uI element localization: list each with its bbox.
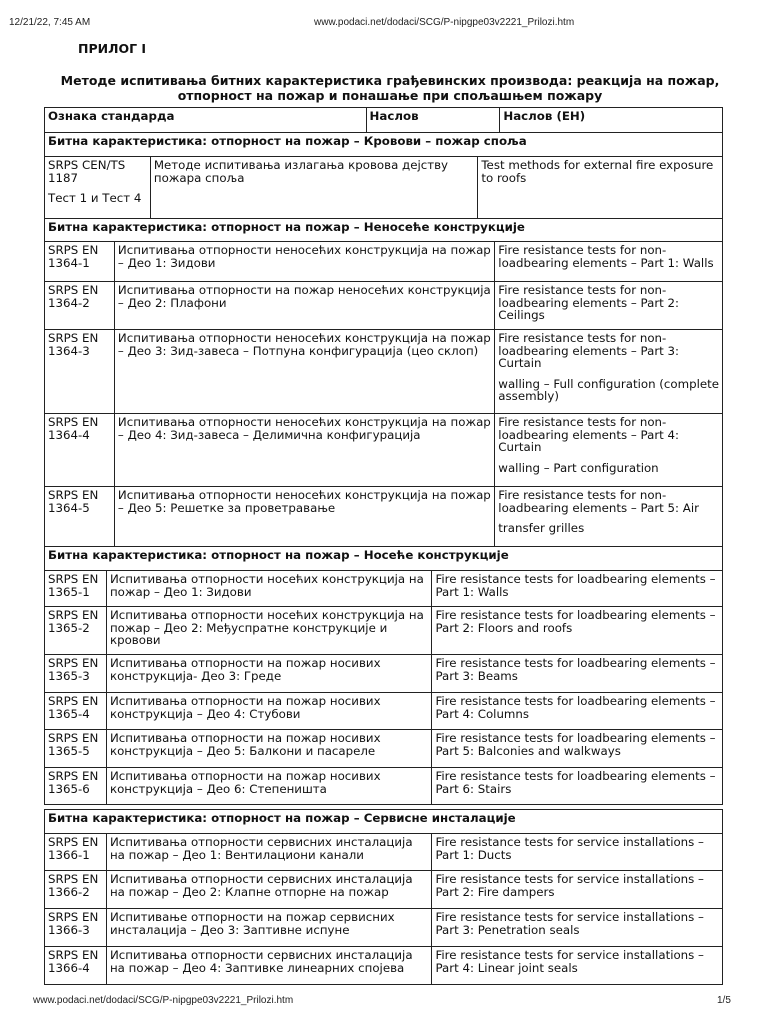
table-cell-code: SRPS EN 1365-6: [45, 768, 107, 805]
table-row: [45, 655, 723, 693]
standard-code: SRPS CEN/TS 1187: [48, 158, 126, 185]
table-row: [45, 768, 723, 805]
table-cell-title-sr: Испитивања отпорности на пожар носивих конструкција – Део 4: Стубови: [106, 693, 432, 730]
table-cell-title-sr: Испитивања отпорности сервисних инсталација на пожар – Део 2: Клапне отпорне на пожар: [106, 871, 432, 909]
section-title: Битна карактеристика: отпорност на пожар – Ненoсеће конструкције: [45, 219, 723, 242]
table-cell-title-en: Fire resistance tests for loadbearing elements – Part 3: Beams: [432, 655, 723, 693]
table-cell-code: SRPS EN 1366-2: [45, 871, 107, 909]
table-cell-code: SRPS EN 1365-1: [45, 571, 107, 607]
section-title: Битна карактеристика: отпорност на пожар – Кровови – пожар споља: [45, 133, 723, 157]
table-cell-code: SRPS EN 1364-1: [45, 242, 115, 282]
table-cell-title-sr: Испитивања отпорности на пожар носивих конструкција – Део 6: Степеништа: [106, 768, 432, 805]
section-title: Битна карактеристика: отпорност на пожар – Носеће конструкције: [45, 547, 723, 571]
table-cell-title-sr: Испитивања отпорности неносећих конструкција на пожар – Део 5: Решетке за проветравање: [114, 487, 494, 547]
header-title-en: Наслов (ЕН): [500, 108, 723, 133]
table-cell-title-sr: Испитивања отпорности носећих конструкција на пожар – Део 2: Међуспратне конструкције и кровови: [106, 607, 432, 655]
table-cell-title-sr: Испитивања отпорности носећих конструкција на пожар – Део 1: Зидови: [106, 571, 432, 607]
table-cell-code: [45, 157, 151, 219]
title-en-part-2: walling – Part configuration: [498, 460, 659, 475]
table-row: [45, 571, 723, 607]
footer-url[interactable]: www.podaci.net/dodaci/SCG/P-nipgpe03v2221_Prilozi.htm: [33, 995, 294, 1006]
table-cell-title-sr: Испитивања отпорности на пожар неносећих конструкција – Део 2: Плафони: [114, 282, 494, 330]
section-service-installations-table: [44, 809, 723, 985]
table-cell-code: SRPS EN 1364-2: [45, 282, 115, 330]
table-cell-code: SRPS EN 1364-4: [45, 414, 115, 487]
table-cell-title-sr: Испитивања отпорности сервисних инсталација на пожар – Део 4: Заптивке линеарних спојева: [106, 947, 432, 985]
table-cell-title-sr: Методе испитивања излагања кровова дејству пожара споља: [150, 157, 477, 219]
table-cell-title-en: Fire resistance tests for loadbearing elements – Part 5: Balconies and walkways: [432, 730, 723, 768]
document-title-line-1: Методе испитивања битних карактеристика грађевинских производа: реакција на пожар,: [60, 73, 720, 88]
table-cell-title-sr: Испитивања отпорности неносећих конструкција на пожар – Део 3: Зид-завеса – Потпуна конфигурација (цео склоп): [114, 330, 494, 414]
table-cell-code: SRPS EN 1364-5: [45, 487, 115, 547]
table-cell-title-en: [495, 414, 723, 487]
table-row: [45, 487, 723, 547]
title-en-part-2: walling – Full configuration (complete assembly): [498, 376, 719, 403]
annex-heading: ПРИЛОГ I: [78, 41, 147, 56]
table-cell-title-sr: Испитивање отпорности на пожар сервисних инсталација – Део 3: Заптивне испуне: [106, 909, 432, 947]
table-cell-code: SRPS EN 1366-4: [45, 947, 107, 985]
table-cell-code: SRPS EN 1365-5: [45, 730, 107, 768]
table-row: [45, 947, 723, 985]
section-non-loadbearing-table: [44, 218, 723, 547]
title-en-part-1: Fire resistance tests for non-loadbearing elements – Part 3: Curtain: [498, 331, 680, 370]
table-row: [45, 414, 723, 487]
table-cell-title-sr: Испитивања отпорности неносећих конструкција на пожар – Део 4: Зид-завеса – Делимична конфигурација: [114, 414, 494, 487]
document-title-line-2: отпорност на пожар и понашање при спољашњем пожару: [177, 88, 603, 103]
section-title: Битна карактеристика: отпорност на пожар – Сервисне инсталације: [45, 810, 723, 834]
table-cell-title-en: Fire resistance tests for loadbearing elements – Part 2: Floors and roofs: [432, 607, 723, 655]
table-row: [45, 730, 723, 768]
table-cell-title-sr: Испитивања отпорности неносећих конструкција на пожар – Део 1: Зидови: [114, 242, 494, 282]
table-cell-title-en: Fire resistance tests for non-loadbearing elements – Part 2: Ceilings: [495, 282, 723, 330]
table-row: [45, 330, 723, 414]
table-row: [45, 871, 723, 909]
table-cell-title-en: Test methods for external fire exposure to roofs: [478, 157, 723, 219]
table-row: [45, 909, 723, 947]
table-cell-code: SRPS EN 1365-4: [45, 693, 107, 730]
table-row: [45, 282, 723, 330]
table-cell-title-en: [495, 330, 723, 414]
header-standard-code: Ознака стандарда: [45, 108, 367, 133]
table-cell-code: SRPS EN 1365-2: [45, 607, 107, 655]
title-en-part-2: transfer grilles: [498, 521, 585, 535]
standard-code-note: Тест 1 и Тест 4: [48, 191, 142, 205]
table-cell-title-en: Fire resistance tests for non-loadbearing elements – Part 1: Walls: [495, 242, 723, 282]
table-cell-title-en: [495, 487, 723, 547]
print-timestamp: 12/21/22, 7:45 AM: [9, 17, 91, 28]
table-cell-title-sr: Испитивања отпорности на пожар носивих конструкција – Део 5: Балкони и пасареле: [106, 730, 432, 768]
table-row: [45, 242, 723, 282]
table-cell-code: SRPS EN 1365-3: [45, 655, 107, 693]
table-cell-code: SRPS EN 1366-1: [45, 834, 107, 871]
header-title: Наслов: [366, 108, 500, 133]
page-number: 1/5: [717, 995, 731, 1006]
table-cell-code: SRPS EN 1364-3: [45, 330, 115, 414]
table-cell-title-en: Fire resistance tests for service installations – Part 1: Ducts: [432, 834, 723, 871]
table-cell-title-en: Fire resistance tests for loadbearing elements – Part 4: Columns: [432, 693, 723, 730]
print-url[interactable]: www.podaci.net/dodaci/SCG/P-nipgpe03v2221_Prilozi.htm: [314, 17, 575, 28]
table-cell-title-sr: Испитивања отпорности сервисних инсталација на пожар – Део 1: Вентилациони канали: [106, 834, 432, 871]
standards-table-header: [44, 107, 723, 133]
document-title: [40, 73, 740, 103]
table-cell-code: SRPS EN 1366-3: [45, 909, 107, 947]
table-row: [45, 834, 723, 871]
table-cell-title-sr: Испитивања отпорности на пожар носивих конструкција- Део 3: Греде: [106, 655, 432, 693]
table-cell-title-en: Fire resistance tests for loadbearing elements – Part 6: Stairs: [432, 768, 723, 805]
table-row: [45, 693, 723, 730]
section-roofs-table: [44, 132, 723, 219]
table-cell-title-en: Fire resistance tests for service installations – Part 3: Penetration seals: [432, 909, 723, 947]
title-en-part-1: Fire resistance tests for non-loadbearing elements – Part 4: Curtain: [498, 415, 680, 454]
table-row: [45, 607, 723, 655]
section-loadbearing-table: [44, 546, 723, 805]
title-en-part-1: Fire resistance tests for non-loadbearing elements – Part 5: Air: [498, 488, 699, 515]
table-cell-title-en: Fire resistance tests for service installations – Part 4: Linear joint seals: [432, 947, 723, 985]
table-cell-title-en: Fire resistance tests for loadbearing elements – Part 1: Walls: [432, 571, 723, 607]
table-cell-title-en: Fire resistance tests for service installations – Part 2: Fire dampers: [432, 871, 723, 909]
